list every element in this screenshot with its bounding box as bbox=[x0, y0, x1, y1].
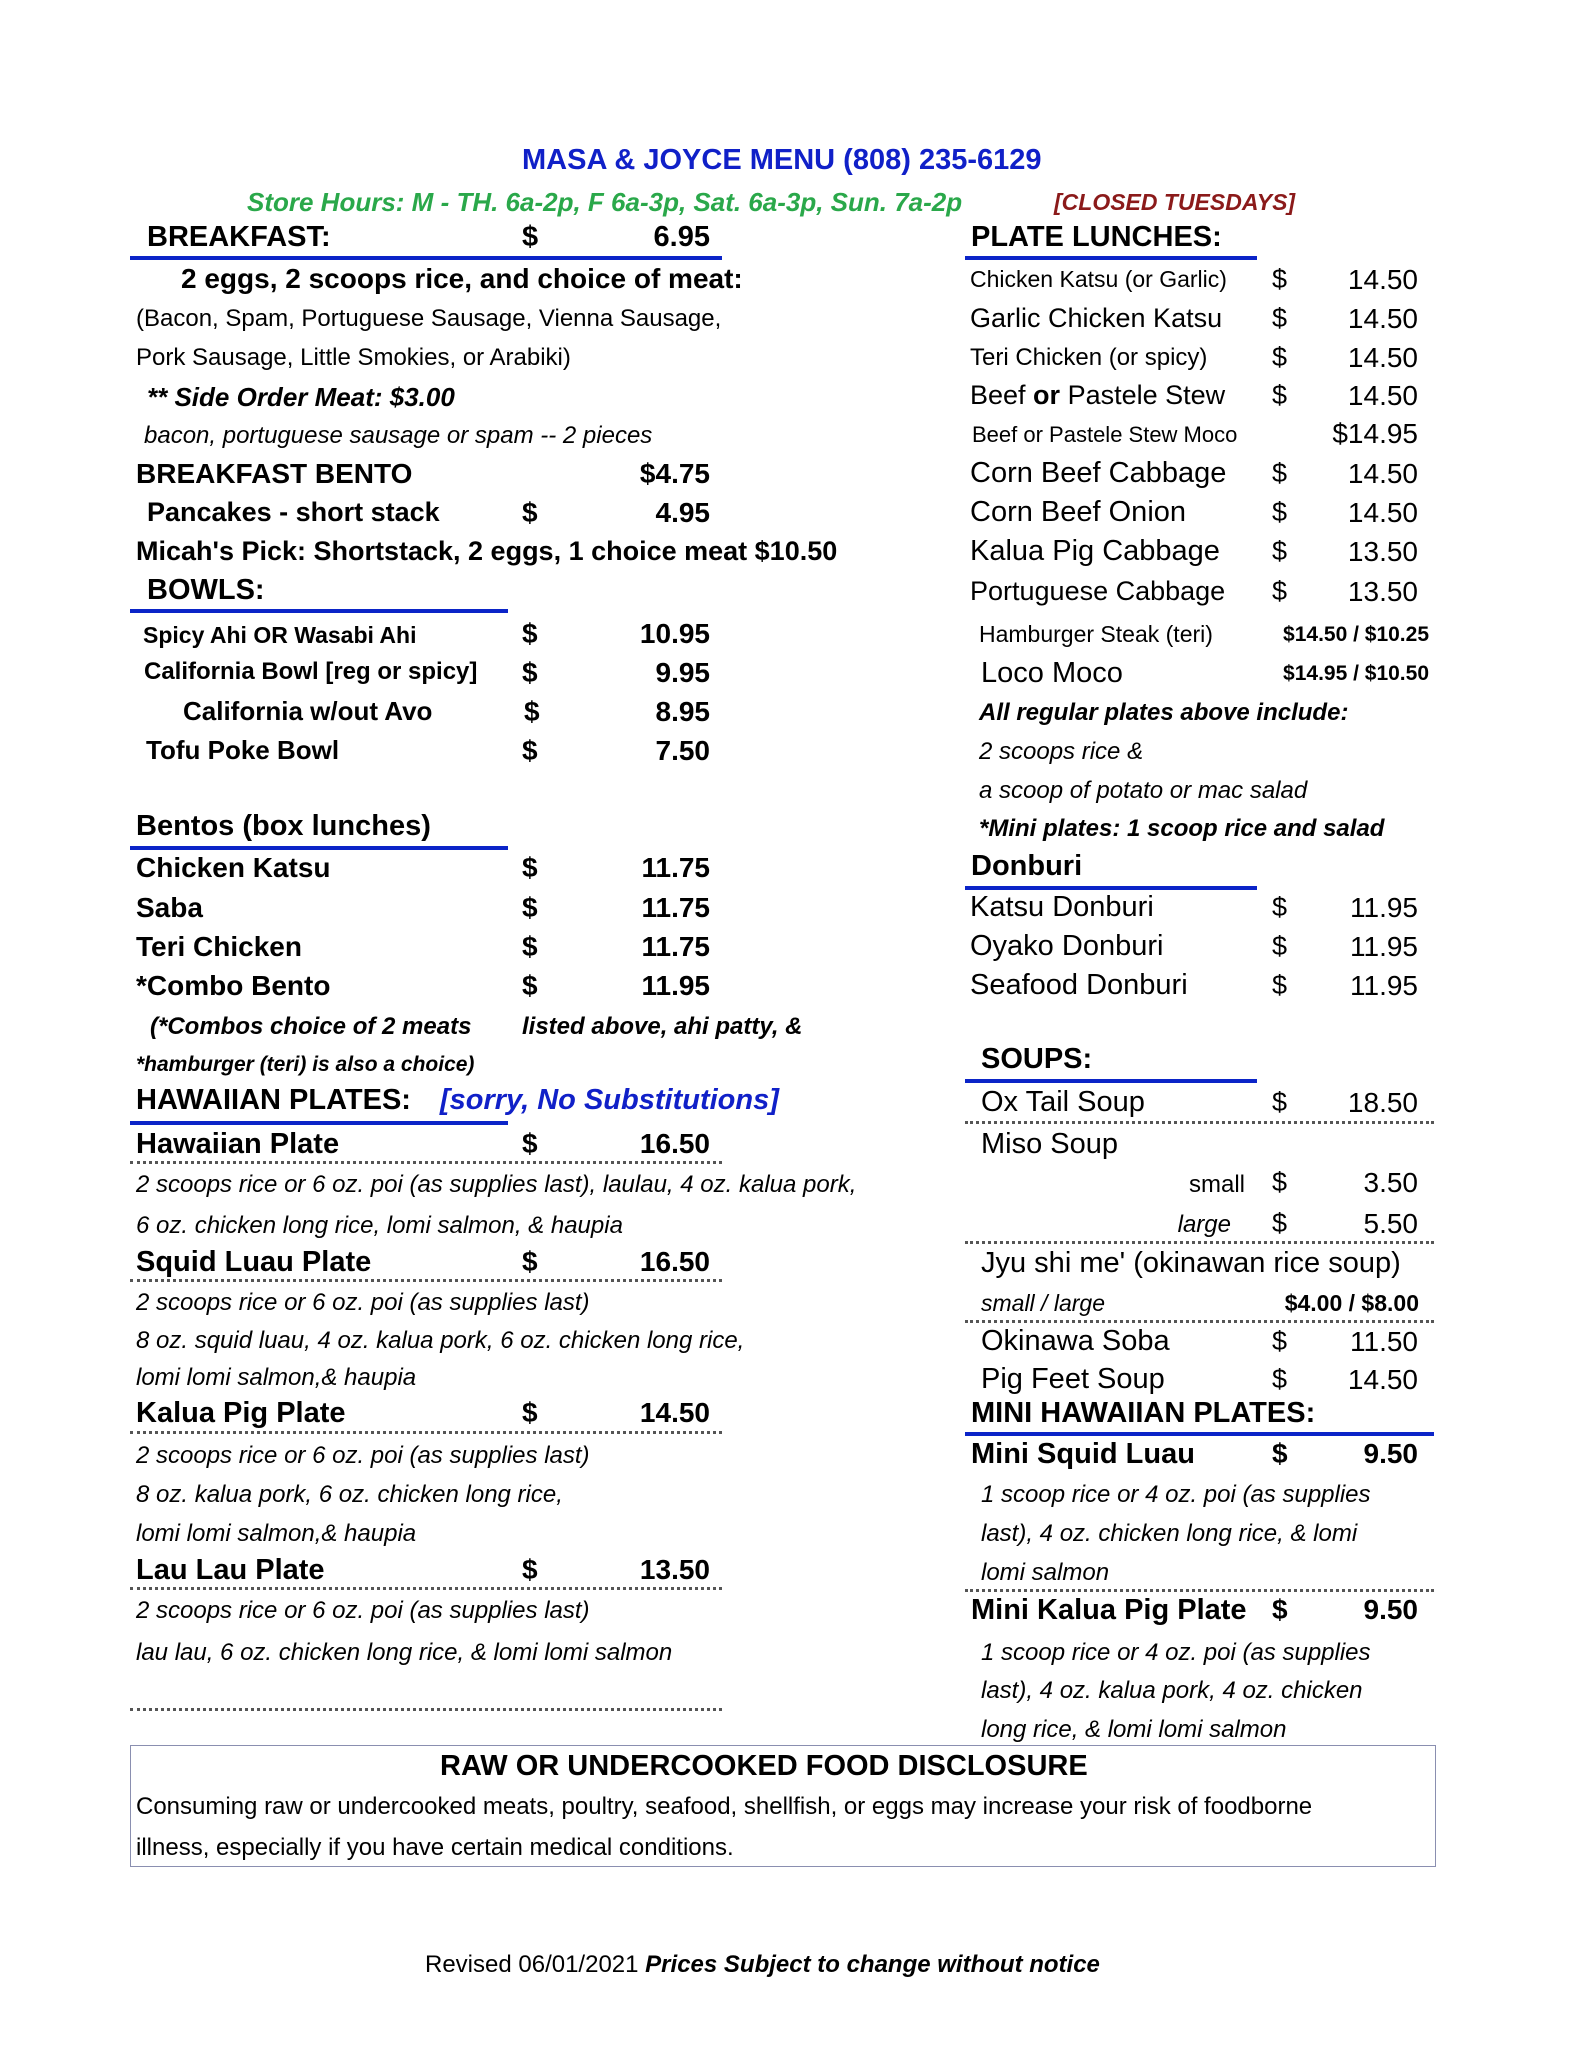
soups-rule bbox=[965, 1079, 1257, 1083]
bento-item-price: 11.75 bbox=[641, 892, 710, 923]
breakfast-meats-line1: (Bacon, Spam, Portuguese Sausage, Vienna Sausage, bbox=[136, 305, 722, 332]
hawaiian-plate-name: Hawaiian Plate bbox=[136, 1128, 340, 1160]
mini-kalua-pig-name: Mini Kalua Pig Plate bbox=[971, 1596, 1247, 1625]
kalua-pig-plate-dollar: $ bbox=[522, 1397, 538, 1428]
plate-lunch-dollar: $ bbox=[1272, 342, 1288, 372]
store-hours: Store Hours: M - TH. 6a-2p, F 6a-3p, Sat. 6a-3p, Sun. 7a-2p bbox=[247, 187, 963, 217]
mini-kalua-pig-desc: 1 scoop rice or 4 oz. poi (as supplies bbox=[981, 1639, 1371, 1666]
bowl-item-price: 7.50 bbox=[655, 735, 710, 766]
mini-plates-note: *Mini plates: 1 scoop rice and salad bbox=[979, 815, 1385, 842]
plate-lunch-name bbox=[970, 382, 1225, 409]
plate-note: All regular plates above include: bbox=[979, 699, 1349, 726]
plate-lunch-price: 14.50 bbox=[1347, 458, 1418, 489]
plate-lunch-dollar: $ bbox=[1272, 264, 1288, 294]
kalua-pig-plate-price: 14.50 bbox=[639, 1397, 710, 1428]
bento-item-name: Saba bbox=[136, 892, 203, 923]
donburi-item-price: 11.95 bbox=[1350, 970, 1418, 1001]
miso-small-label: small bbox=[1188, 1171, 1245, 1198]
combo-note-cont: listed above, ahi patty, & bbox=[522, 1013, 803, 1040]
hawaiian-heading: HAWAIIAN PLATES: bbox=[136, 1084, 411, 1116]
plate-lunch-price: 14.50 bbox=[1347, 303, 1418, 334]
closed-notice: [CLOSED TUESDAYS] bbox=[1054, 189, 1296, 215]
donburi-item-name: Katsu Donburi bbox=[970, 891, 1154, 923]
breakfast-bento-price: $4.75 bbox=[639, 458, 710, 489]
bowl-item-dollar: $ bbox=[522, 657, 538, 688]
breakfast-bento-label: BREAKFAST BENTO bbox=[136, 458, 413, 489]
donburi-rule bbox=[965, 886, 1257, 890]
mini-squid-luau-price: 9.50 bbox=[1363, 1438, 1418, 1469]
oxtail-soup-name: Ox Tail Soup bbox=[981, 1086, 1145, 1118]
miso-large-price: 5.50 bbox=[1363, 1208, 1418, 1239]
plate-lunch-price: 13.50 bbox=[1347, 536, 1418, 567]
plate-lunch-dollar: $ bbox=[1272, 536, 1288, 566]
mini-kalua-pig-dollar: $ bbox=[1272, 1594, 1288, 1625]
plate-lunch-name: Kalua Pig Cabbage bbox=[970, 535, 1220, 567]
okinawa-soba-price: 11.50 bbox=[1350, 1326, 1418, 1357]
hawaiian-rule bbox=[130, 1121, 508, 1125]
bento-item-dollar: $ bbox=[522, 931, 538, 962]
kalua-pig-desc: 8 oz. kalua pork, 6 oz. chicken long rice, bbox=[136, 1481, 563, 1508]
lau-lau-desc: lau lau, 6 oz. chicken long rice, & lomi lomi salmon bbox=[136, 1639, 673, 1666]
plate-lunch-dollar: $ bbox=[1272, 576, 1288, 606]
oxtail-soup-dollar: $ bbox=[1272, 1087, 1288, 1117]
bento-item-dollar: $ bbox=[522, 892, 538, 923]
donburi-item-dollar: $ bbox=[1272, 970, 1288, 1000]
plate-lunch-price: 14.50 bbox=[1347, 264, 1418, 295]
donburi-heading: Donburi bbox=[971, 850, 1083, 882]
bento-item-price: 11.95 bbox=[641, 970, 710, 1001]
combo-note: (*Combos choice of 2 meats bbox=[150, 1013, 472, 1040]
plate-lunch-name: Garlic Chicken Katsu bbox=[970, 303, 1223, 333]
okinawa-soba-name: Okinawa Soba bbox=[981, 1325, 1170, 1357]
plate-lunch-name: Hamburger Steak (teri) bbox=[979, 621, 1213, 647]
plate-lunch-price: 14.50 bbox=[1347, 380, 1418, 411]
plate-lunch-price: 13.50 bbox=[1347, 576, 1418, 607]
plate-lunch-dollar: $ bbox=[1272, 303, 1288, 333]
hawaiian-plate-dollar: $ bbox=[522, 1128, 538, 1159]
bowl-item-price: 10.95 bbox=[639, 618, 710, 649]
bowl-item-name: Spicy Ahi OR Wasabi Ahi bbox=[143, 622, 417, 648]
miso-small-dollar: $ bbox=[1272, 1167, 1288, 1197]
bento-item-name: Teri Chicken bbox=[136, 931, 302, 962]
bowls-rule bbox=[130, 609, 508, 613]
hawaiian-plate-price: 16.50 bbox=[639, 1128, 710, 1159]
breakfast-heading: BREAKFAST: bbox=[147, 221, 331, 253]
combo-note-hamburger: *hamburger (teri) is also a choice) bbox=[136, 1053, 475, 1076]
bowl-item-name: Tofu Poke Bowl bbox=[146, 735, 340, 765]
mini-kalua-pig-desc: last), 4 oz. kalua pork, 4 oz. chicken bbox=[981, 1677, 1363, 1704]
bento-item-name: Chicken Katsu bbox=[136, 852, 331, 883]
pancakes-dollar: $ bbox=[522, 497, 538, 528]
lau-lau-plate-name: Lau Lau Plate bbox=[136, 1554, 325, 1586]
squid-luau-plate-name: Squid Luau Plate bbox=[136, 1246, 372, 1278]
jyu-price: $4.00 / $8.00 bbox=[1284, 1290, 1419, 1316]
squid-luau-desc: 2 scoops rice or 6 oz. poi (as supplies last) bbox=[136, 1289, 590, 1316]
breakfast-price: 6.95 bbox=[653, 221, 710, 253]
mini-squid-divider bbox=[965, 1589, 1434, 1592]
bentos-heading: Bentos (box lunches) bbox=[136, 810, 431, 842]
pig-feet-soup-name: Pig Feet Soup bbox=[981, 1363, 1165, 1395]
plate-lunch-price: 14.50 bbox=[1347, 497, 1418, 528]
jyu-shi-me-name: Jyu shi me' (okinawan rice soup) bbox=[981, 1247, 1401, 1279]
kalua-pig-divider bbox=[130, 1431, 722, 1434]
mini-squid-luau-desc: lomi salmon bbox=[981, 1559, 1110, 1586]
plate-lunch-name: Corn Beef Onion bbox=[970, 496, 1187, 528]
squid-luau-divider bbox=[130, 1279, 722, 1282]
plate-lunch-price: $14.95 bbox=[1332, 418, 1418, 449]
donburi-item-price: 11.95 bbox=[1350, 892, 1418, 923]
mini-kalua-pig-desc: long rice, & lomi lomi salmon bbox=[981, 1716, 1287, 1743]
plate-lunch-price: $14.50 / $10.25 bbox=[1283, 623, 1429, 646]
bowl-item-dollar: $ bbox=[522, 735, 538, 766]
donburi-item-dollar: $ bbox=[1272, 931, 1288, 961]
stew-name-pastele: Pastele Stew bbox=[1067, 380, 1226, 410]
footer bbox=[425, 1953, 1100, 1977]
bento-item-name: *Combo Bento bbox=[136, 970, 331, 1001]
plate-lunch-name: Corn Beef Cabbage bbox=[970, 457, 1227, 489]
bowl-item-price: 8.95 bbox=[655, 696, 710, 727]
left-bottom-divider bbox=[130, 1708, 722, 1711]
plate-lunch-dollar: $ bbox=[1272, 380, 1288, 410]
plate-lunch-price: $14.95 / $10.50 bbox=[1283, 662, 1429, 685]
okinawa-soba-dollar: $ bbox=[1272, 1326, 1288, 1356]
lau-lau-plate-price: 13.50 bbox=[639, 1554, 710, 1585]
menu-title: MASA & JOYCE MENU (808) 235-6129 bbox=[522, 144, 1042, 176]
lau-lau-desc: 2 scoops rice or 6 oz. poi (as supplies last) bbox=[136, 1597, 590, 1624]
disclosure-text-line2: illness, especially if you have certain medical conditions. bbox=[136, 1834, 734, 1861]
plate-lunch-name: Chicken Katsu (or Garlic) bbox=[970, 266, 1227, 292]
squid-luau-desc: 8 oz. squid luau, 4 oz. kalua pork, 6 oz. chicken long rice, bbox=[136, 1327, 745, 1354]
mini-kalua-pig-price: 9.50 bbox=[1363, 1594, 1418, 1625]
miso-soup-name: Miso Soup bbox=[981, 1128, 1119, 1160]
breakfast-rule bbox=[130, 256, 722, 260]
plate-lunch-price: 14.50 bbox=[1347, 342, 1418, 373]
kalua-pig-desc: lomi lomi salmon,& haupia bbox=[136, 1520, 417, 1547]
donburi-item-name: Oyako Donburi bbox=[970, 930, 1164, 962]
hawaiian-plate-divider bbox=[130, 1161, 722, 1164]
pig-feet-soup-price: 14.50 bbox=[1347, 1364, 1418, 1395]
jyu-size-label: small / large bbox=[981, 1290, 1105, 1316]
price-change-notice: Prices Subject to change without notice bbox=[645, 1951, 1100, 1978]
kalua-pig-plate-name: Kalua Pig Plate bbox=[136, 1397, 346, 1429]
plate-lunch-dollar: $ bbox=[1272, 497, 1288, 527]
stew-name-beef: Beef bbox=[970, 380, 1026, 410]
plate-lunch-name: Teri Chicken (or spicy) bbox=[970, 344, 1208, 371]
breakfast-meats-line2: Pork Sausage, Little Smokies, or Arabiki) bbox=[136, 344, 571, 371]
squid-luau-desc: lomi lomi salmon,& haupia bbox=[136, 1364, 417, 1391]
plate-note: a scoop of potato or mac salad bbox=[979, 777, 1308, 804]
disclosure-title: RAW OR UNDERCOOKED FOOD DISCLOSURE bbox=[440, 1750, 1088, 1782]
plate-lunch-dollar: $ bbox=[1272, 458, 1288, 488]
miso-large-dollar: $ bbox=[1272, 1208, 1288, 1238]
breakfast-subtitle: 2 eggs, 2 scoops rice, and choice of meat: bbox=[181, 263, 743, 294]
squid-luau-plate-price: 16.50 bbox=[639, 1246, 710, 1277]
bento-item-price: 11.75 bbox=[641, 931, 710, 962]
plate-lunch-name: Portuguese Cabbage bbox=[970, 576, 1226, 606]
bowl-item-name: California Bowl [reg or spicy] bbox=[144, 658, 478, 685]
plate-lunch-name: Loco Moco bbox=[981, 657, 1123, 689]
bowl-item-price: 9.95 bbox=[655, 657, 710, 688]
side-order-desc: bacon, portuguese sausage or spam -- 2 pieces bbox=[144, 422, 653, 449]
bento-item-dollar: $ bbox=[522, 970, 538, 1001]
bentos-rule bbox=[130, 846, 508, 850]
squid-luau-plate-dollar: $ bbox=[522, 1246, 538, 1277]
bowl-item-dollar: $ bbox=[522, 618, 538, 649]
donburi-item-price: 11.95 bbox=[1350, 931, 1418, 962]
mini-squid-luau-desc: last), 4 oz. chicken long rice, & lomi bbox=[981, 1520, 1358, 1547]
mini-squid-luau-name: Mini Squid Luau bbox=[971, 1438, 1195, 1470]
donburi-item-name: Seafood Donburi bbox=[970, 969, 1188, 1001]
bowl-item-name: California w/out Avo bbox=[183, 696, 433, 726]
lau-lau-divider bbox=[130, 1587, 722, 1590]
pig-feet-soup-dollar: $ bbox=[1272, 1364, 1288, 1394]
bento-item-dollar: $ bbox=[522, 852, 538, 883]
lau-lau-plate-dollar: $ bbox=[522, 1554, 538, 1585]
mini-hawaiian-heading: MINI HAWAIIAN PLATES: bbox=[971, 1397, 1316, 1429]
kalua-pig-desc: 2 scoops rice or 6 oz. poi (as supplies last) bbox=[136, 1442, 590, 1469]
mini-squid-luau-desc: 1 scoop rice or 4 oz. poi (as supplies bbox=[981, 1481, 1371, 1508]
stew-name-or: or bbox=[1025, 380, 1068, 410]
micahs-pick: Micah's Pick: Shortstack, 2 eggs, 1 choice meat $10.50 bbox=[136, 536, 838, 566]
mini-hawaiian-rule bbox=[965, 1432, 1434, 1436]
bowls-heading: BOWLS: bbox=[147, 574, 265, 606]
revised-date: Revised 06/01/2021 bbox=[425, 1951, 639, 1978]
disclosure-text-line1: Consuming raw or undercooked meats, poultry, seafood, shellfish, or eggs may increase your risk of foodborne bbox=[136, 1793, 1313, 1820]
soups-heading: SOUPS: bbox=[981, 1043, 1093, 1075]
oxtail-divider bbox=[965, 1121, 1434, 1124]
breakfast-dollar: $ bbox=[522, 221, 539, 253]
donburi-item-dollar: $ bbox=[1272, 892, 1288, 922]
plate-lunch-name: Beef or Pastele Stew Moco bbox=[972, 422, 1238, 447]
plate-lunches-rule bbox=[965, 256, 1257, 260]
oxtail-soup-price: 18.50 bbox=[1347, 1087, 1418, 1118]
jyu-divider bbox=[965, 1320, 1434, 1323]
no-substitutions: [sorry, No Substitutions] bbox=[440, 1084, 779, 1116]
hawaiian-plate-desc: 2 scoops rice or 6 oz. poi (as supplies last), laulau, 4 oz. kalua pork, bbox=[136, 1171, 857, 1198]
miso-large-label: large bbox=[1177, 1211, 1231, 1238]
plate-note: 2 scoops rice & bbox=[979, 738, 1144, 765]
side-order-meat: ** Side Order Meat: $3.00 bbox=[147, 382, 455, 412]
mini-squid-luau-dollar: $ bbox=[1272, 1438, 1288, 1469]
hawaiian-plate-desc: 6 oz. chicken long rice, lomi salmon, & haupia bbox=[136, 1212, 623, 1239]
bento-item-price: 11.75 bbox=[641, 852, 710, 883]
miso-small-price: 3.50 bbox=[1363, 1167, 1418, 1198]
plate-lunches-heading: PLATE LUNCHES: bbox=[971, 221, 1222, 253]
miso-divider bbox=[965, 1241, 1434, 1244]
bowl-item-dollar: $ bbox=[524, 696, 540, 727]
pancakes-label: Pancakes - short stack bbox=[147, 497, 440, 527]
pancakes-price: 4.95 bbox=[655, 497, 710, 528]
